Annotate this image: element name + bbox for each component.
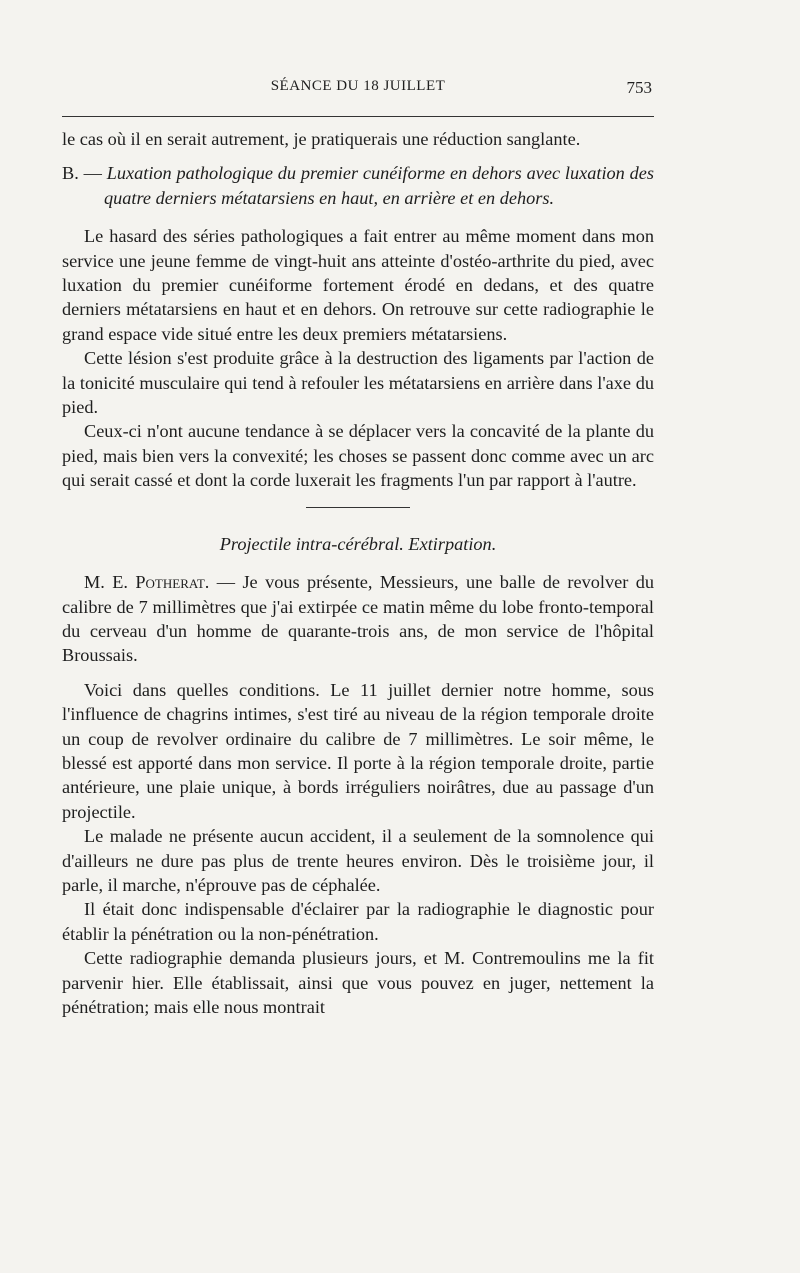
paragraph xyxy=(62,570,654,668)
page-number: 753 xyxy=(626,78,652,97)
paragraph: Ceux-ci n'ont aucune tendance à se déplacer vers la concavité de la plante du pied, mais bien vers la convexité; les choses se passent donc comme avec un arc qui serait cassé et dont la corde luxerait les fragments l'un par rapport à l'autre. xyxy=(62,421,654,491)
header-rule xyxy=(62,116,654,117)
subsection-title: Luxation pathologique du premier cunéiforme en dehors avec luxation des quatre derniers métatarsiens en haut, en arrière et en dehors. xyxy=(104,163,654,208)
paragraph: le cas où il en serait autrement, je pratiquerais une réduction sanglante. xyxy=(62,129,581,149)
paragraph: Cette lésion s'est produite grâce à la destruction des ligaments par l'action de la tonicité musculaire qui tend à refouler les métatarsiens en arrière dans l'axe du pied. xyxy=(62,348,654,418)
speaker-name: M. E. Potherat. — xyxy=(84,572,236,593)
paragraph: Voici dans quelles conditions. Le 11 juillet dernier notre homme, sous l'influence de chagrins intimes, s'est tiré au niveau de la région temporale droite un coup de revolver ordinaire du calibre de 7 millimètres. Le soir même, le blessé est apporté dans mon service. Il porte à la région temporale droite, partie antérieure, une plaie unique, à bords irréguliers noirâtres, due au passage d'un projectile. xyxy=(62,679,654,822)
paragraph: Cette radiographie demanda plusieurs jours, et M. Contremoulins me la fit parvenir hier. Elle établissait, ainsi que vous pouvez en juger, nettement la pénétration; mais elle nous montrait xyxy=(62,948,654,1017)
paragraph-text: Je vous présente, Messieurs, une balle de revolver du calibre de 7 millimètres que j'ai extirpée ce matin même du lobe fronto-temporal du cerveau d'un homme de quarante-trois ans, de mon service de l'hôpital Broussais. xyxy=(62,572,654,666)
paragraph: Il était donc indispensable d'éclairer par la radiographie le diagnostic pour établir la pénétration ou la non-pénétration. xyxy=(62,899,654,944)
section-title: Projectile intra-cérébral. Extirpation. xyxy=(219,533,497,554)
paragraph: Le malade ne présente aucun accident, il a seulement de la somnolence qui d'ailleurs ne dure pas plus de trente heures environ. Dès le troisième jour, il parle, il marche, n'éprouve pas de céphalée. xyxy=(62,826,654,895)
subsection-heading xyxy=(62,161,654,210)
body-text xyxy=(62,127,654,1019)
paragraph: Le hasard des séries pathologiques a fait entrer au même moment dans mon service une jeune femme de vingt-huit ans atteinte d'ostéo-arthrite du pied, avec luxation du premier cunéiforme fortement érodé en dedans, et des quatre derniers métatarsiens en haut et en dehors. On retrouve sur cette radiographie le grand espace vide situé entre les deux premiers métatarsiens. xyxy=(62,226,654,344)
section-divider xyxy=(306,507,410,508)
running-title: SÉANCE DU 18 JUILLET xyxy=(270,78,446,94)
subsection-label: B. — xyxy=(62,163,102,184)
page-header xyxy=(62,78,654,100)
